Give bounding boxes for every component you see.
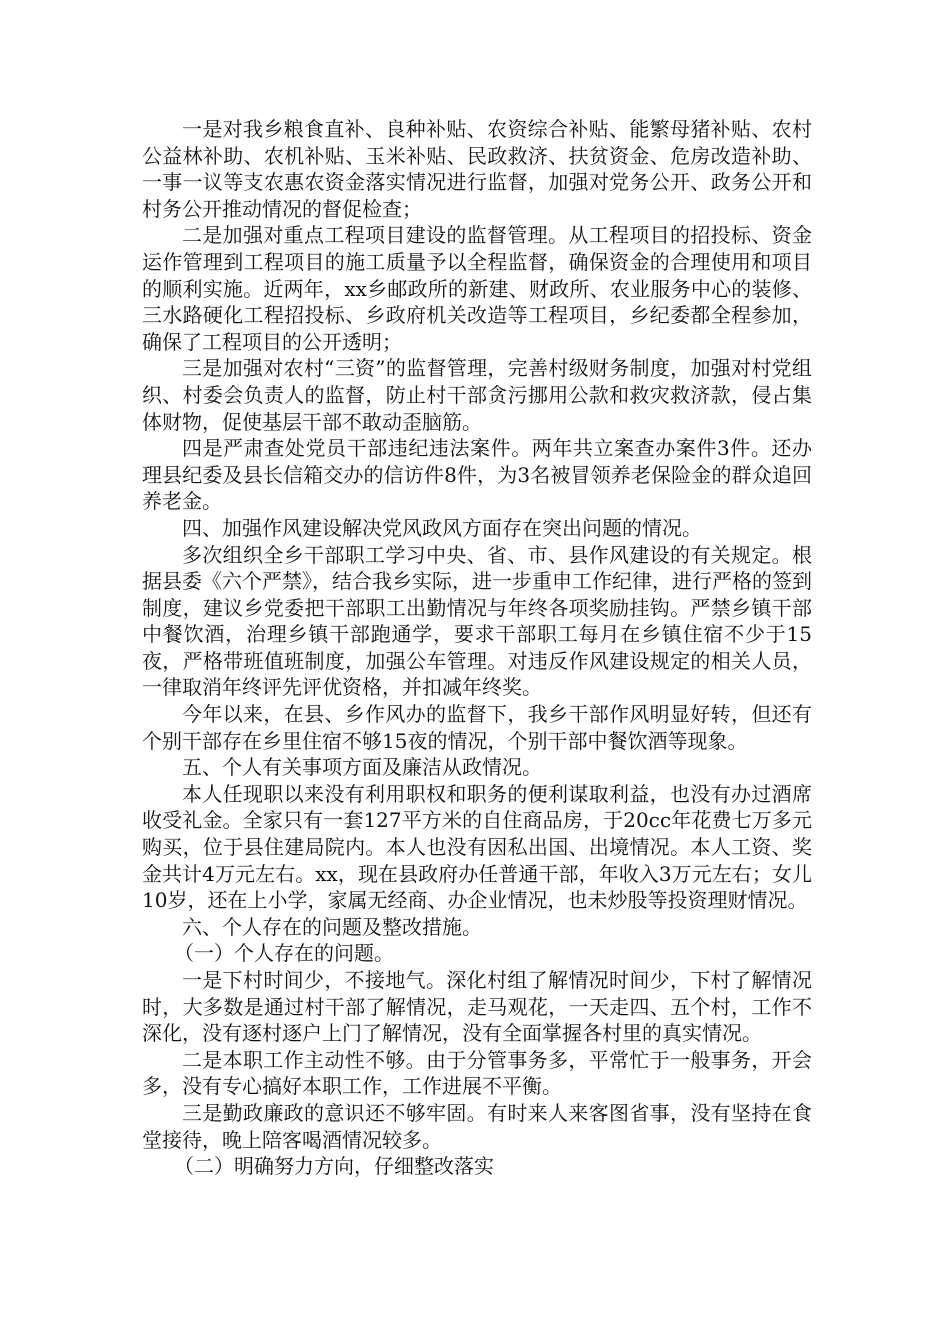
subheading-problems: （一）个人存在的问题。 — [174, 941, 394, 966]
paragraph-problem-1: 一是下村时间少，不接地气。深化村组了解情况时间少，下村了解情况时，大多数是通过村干部了解情况，走马观花，一天走四、五个村，工作不深化，没有逐村逐户上门了解情况，没有全面掌握各村里的真实情况。 — [142, 968, 812, 1046]
section-heading-5: 五、个人有关事项方面及廉洁从政情况。 — [182, 755, 542, 780]
paragraph-three-assets: 三是加强对农村“三资”的监督管理，完善村级财务制度，加强对村党组织、村委会负责人的监督，防止村干部贪污挪用公款和救灾救济款，侵占集体财物，促使基层干部不敢动歪脑筋。 — [142, 356, 812, 434]
paragraph-work-style: 多次组织全乡干部职工学习中央、省、市、县作风建设的有关规定。根据县委《六个严禁》，结合我乡实际，进一步重申工作纪律，进行严格的签到制度，建议乡党委把干部职工出勤情况与年终各项奖励挂钩。严禁乡镇干部中餐饮酒，治理乡镇干部跑通学，要求干部职工每月在乡镇住宿不少于15夜，严格带班值班制度，加强公车管理。对违反作风建设规定的相关人员，一律取消年终评先评优资格，并扣减年终奖。 — [142, 542, 812, 700]
paragraph-problem-3: 三是勤政廉政的意识还不够牢固。有时来人来客图省事，没有坚持在食堂接待，晚上陪客喝酒情况较多。 — [142, 1100, 812, 1152]
paragraph-this-year: 今年以来，在县、乡作风办的监督下，我乡干部作风明显好转，但还有个别干部存在乡里住宿不够15夜的情况，个别干部中餐饮酒等现象。 — [142, 702, 812, 753]
section-heading-6: 六、个人存在的问题及整改措施。 — [182, 914, 482, 939]
paragraph-case-handling: 四是严肃查处党员干部违纪违法案件。两年共立案查办案件3件。还办理县纪委及县长信箱交办的信访件8件，为3名被冒领养老保险金的群众追回养老金。 — [142, 436, 812, 514]
section-heading-4: 四、加强作风建设解决党风政风方面存在突出问题的情况。 — [182, 515, 702, 540]
document-page — [142, 116, 812, 1180]
paragraph-subsidy-supervision: 一是对我乡粮食直补、良种补贴、农资综合补贴、能繁母猪补贴、农村公益林补助、农机补贴、玉米补贴、民政救济、扶贫资金、危房改造补助、一事一议等支农惠农资金落实情况进行监督，加强对党务公开、政务公开和村务公开推动情况的督促检查； — [142, 117, 812, 221]
paragraph-project-supervision: 二是加强对重点工程项目建设的监督管理。从工程项目的招投标、资金运作管理到工程项目的施工质量予以全程监督，确保资金的合理使用和项目的顺利实施。近两年，xx乡邮政所的新建、财政所、农业服务中心的装修、三水路硬化工程招投标、乡政府机关改造等工程项目，乡纪委都全程参加，确保了工程项目的公开透明； — [142, 223, 812, 354]
subheading-rectification: （二）明确努力方向，仔细整改落实 — [174, 1154, 494, 1179]
paragraph-problem-2: 二是本职工作主动性不够。由于分管事务多，平常忙于一般事务，开会多，没有专心搞好本职工作，工作进展不平衡。 — [142, 1047, 812, 1099]
paragraph-personal-matters: 本人任现职以来没有利用职权和职务的便利谋取利益，也没有办过酒席收受礼金。全家只有一套127平方米的自住商品房，于20cc年花费七万多元购买，位于县住建局院内。本人也没有因私出国、出境情况。本人工资、奖金共计4万元左右。xx，现在县政府办任普通干部，年收入3万元左右；女儿10岁，还在上小学，家属无经商、办企业情况，也未炒股等投资理财情况。 — [142, 781, 812, 913]
